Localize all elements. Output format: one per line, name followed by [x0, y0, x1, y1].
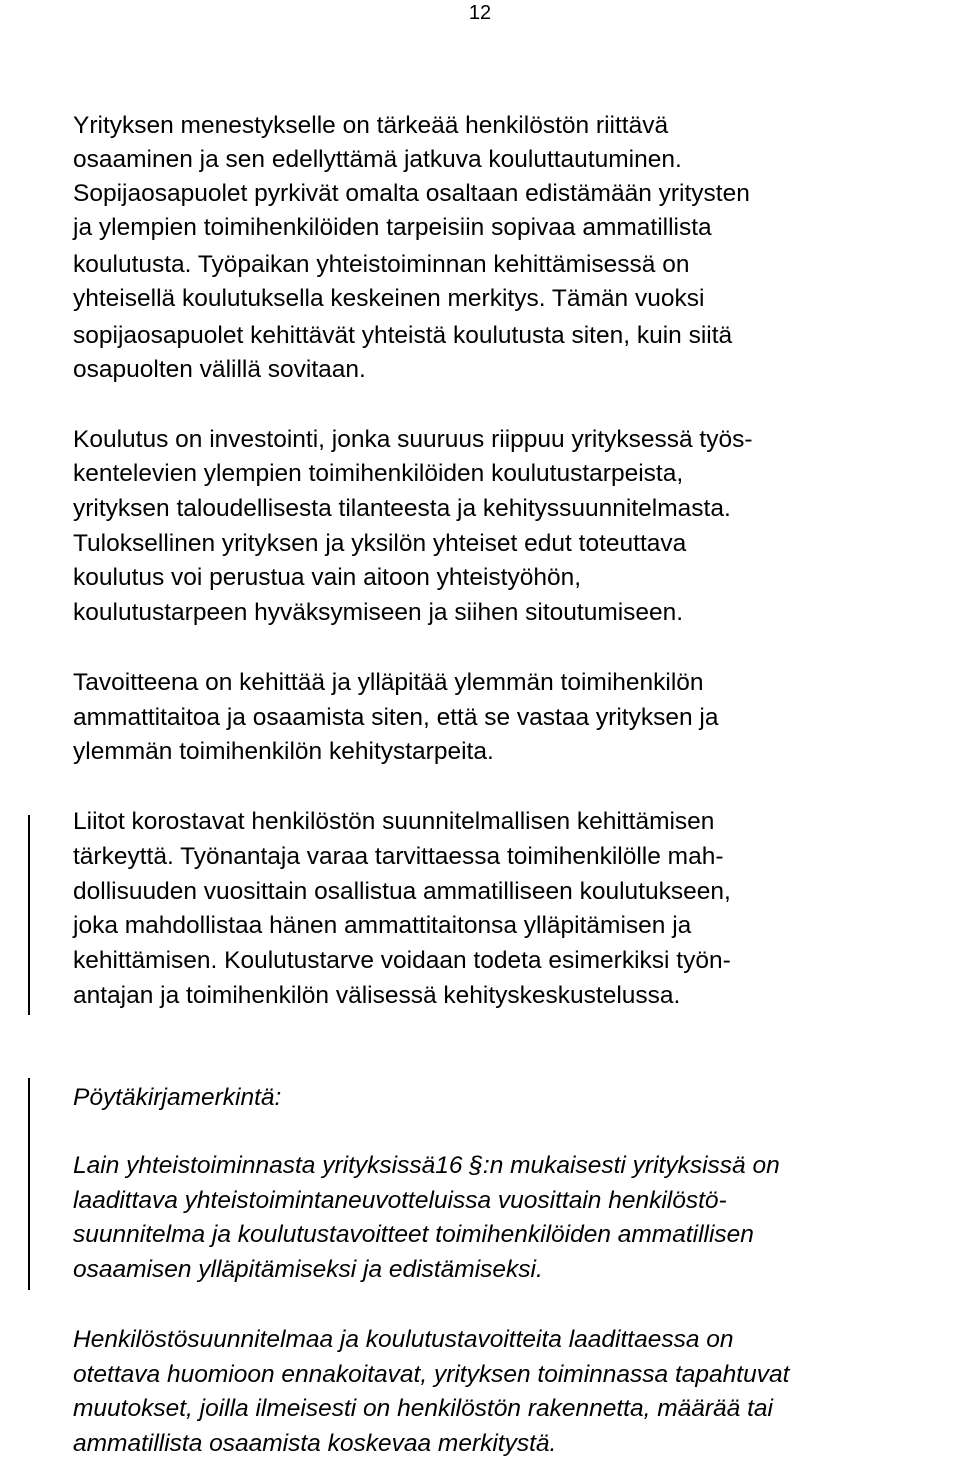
- page-number: 12: [468, 2, 492, 24]
- text-line: Tavoitteena on kehittää ja ylläpitää ylemmän toimihenkilön: [73, 669, 704, 696]
- text-line: antajan ja toimihenkilön välisessä kehityskeskustelussa.: [73, 982, 681, 1009]
- text-line: Lain yhteistoiminnasta yrityksissä16 §:n mukaisesti yrityksissä on: [73, 1152, 780, 1179]
- text-line: muutokset, joilla ilmeisesti on henkilöstön rakennetta, määrää tai: [73, 1395, 773, 1422]
- text-line: yrityksen taloudellisesta tilanteesta ja kehityssuunnitelmasta.: [73, 495, 731, 522]
- text-line: osapuolten välillä sovitaan.: [73, 356, 366, 383]
- change-bar: [28, 1078, 30, 1290]
- text-line: joka mahdollistaa hänen ammattitaitonsa ylläpitämisen ja: [73, 912, 692, 939]
- text-line: otettava huomioon ennakoitavat, yrityksen toiminnassa tapahtuvat: [73, 1361, 790, 1388]
- text-line: koulutustarpeen hyväksymiseen ja siihen sitoutumiseen.: [73, 599, 684, 626]
- text-line: ammattitaitoa ja osaamista siten, että se vastaa yrityksen ja: [73, 704, 719, 731]
- text-line: tärkeyttä. Työnantaja varaa tarvittaessa toimihenkilölle mah-: [73, 843, 724, 870]
- text-line: osaaminen ja sen edellyttämä jatkuva kouluttautuminen.: [73, 146, 682, 173]
- text-line: Henkilöstösuunnitelmaa ja koulutustavoitteita laadittaessa on: [73, 1326, 734, 1353]
- text-line: sopijaosapuolet kehittävät yhteistä koulutusta siten, kuin siitä: [73, 322, 733, 349]
- text-line: ja ylempien toimihenkilöiden tarpeisiin sopivaa ammatillista: [73, 214, 712, 241]
- text-line: Tuloksellinen yrityksen ja yksilön yhteiset edut toteuttava: [73, 530, 687, 557]
- text-line: Koulutus on investointi, jonka suuruus riippuu yrityksessä työs-: [73, 426, 753, 453]
- change-bar: [28, 815, 30, 1015]
- text-line: suunnitelma ja koulutustavoitteet toimihenkilöiden ammatillisen: [73, 1221, 754, 1248]
- text-line: koulutus voi perustua vain aitoon yhteistyöhön,: [73, 564, 582, 591]
- text-line: osaamisen ylläpitämiseksi ja edistämiseksi.: [73, 1256, 543, 1283]
- text-line: yhteisellä koulutuksella keskeinen merkitys. Tämän vuoksi: [73, 285, 705, 312]
- text-line: kentelevien ylempien toimihenkilöiden koulutustarpeista,: [73, 460, 684, 487]
- note-heading: Pöytäkirjamerkintä:: [73, 1084, 282, 1111]
- text-line: kehittämisen. Koulutustarve voidaan todeta esimerkiksi työn-: [73, 947, 731, 974]
- text-line: ylemmän toimihenkilön kehitystarpeita.: [73, 738, 494, 765]
- text-line: koulutusta. Työpaikan yhteistoiminnan kehittämisessä on: [73, 251, 690, 278]
- text-line: dollisuuden vuosittain osallistua ammatilliseen koulutukseen,: [73, 878, 731, 905]
- text-line: ammatillista osaamista koskevaa merkitystä.: [73, 1430, 557, 1457]
- text-line: laadittava yhteistoimintaneuvotteluissa vuosittain henkilöstö-: [73, 1187, 727, 1214]
- text-line: Yrityksen menestykselle on tärkeää henkilöstön riittävä: [73, 112, 669, 139]
- text-line: Liitot korostavat henkilöstön suunnitelmallisen kehittämisen: [73, 808, 715, 835]
- text-line: Sopijaosapuolet pyrkivät omalta osaltaan edistämään yritysten: [73, 180, 750, 207]
